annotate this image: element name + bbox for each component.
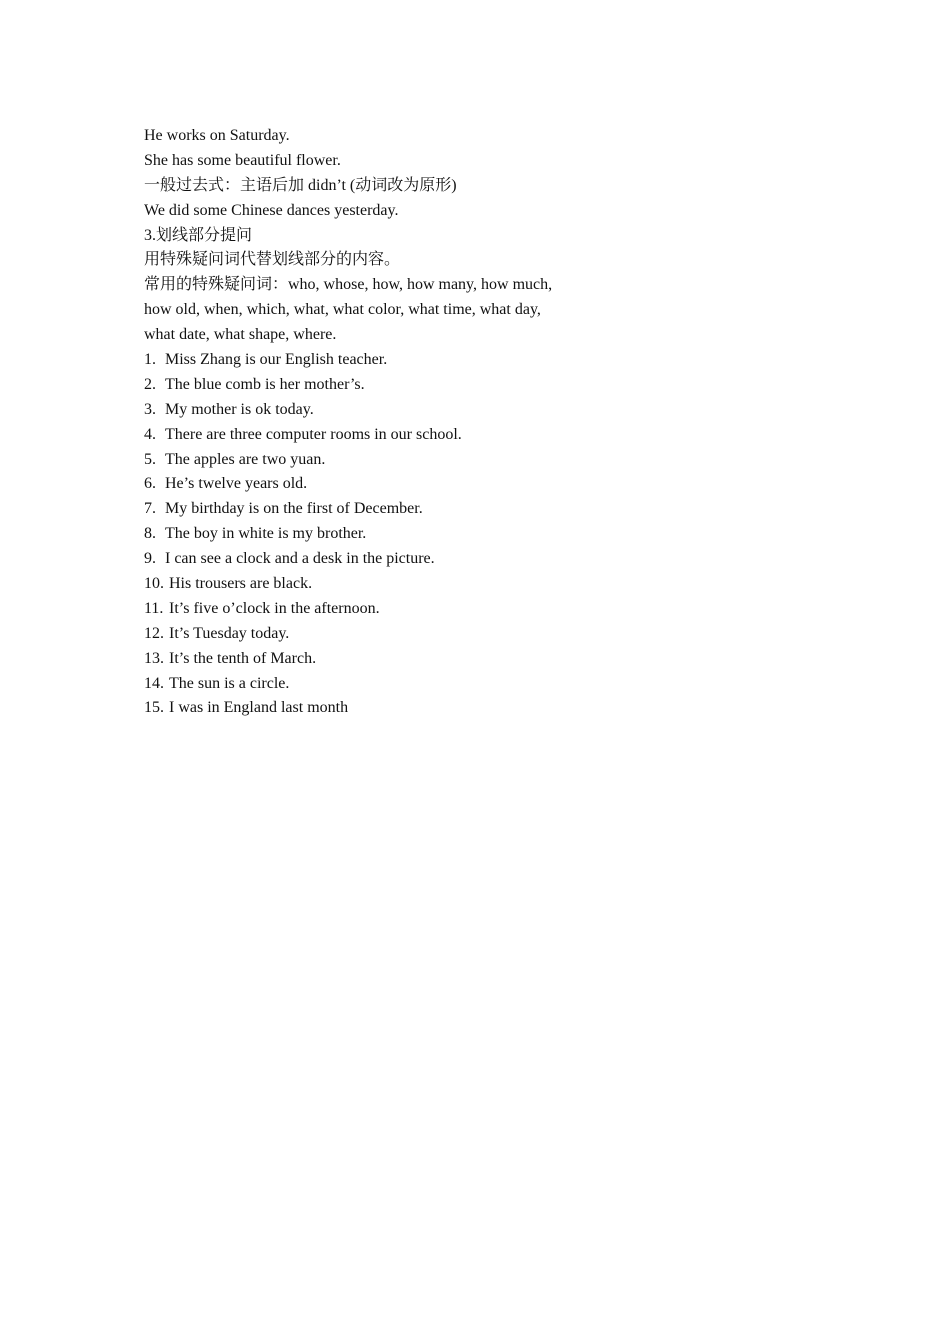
exercise-item	[144, 547, 764, 572]
exercise-item	[144, 497, 764, 522]
exercise-item	[144, 373, 764, 398]
exercise-number: 14.	[144, 674, 164, 692]
exercise-item	[144, 647, 764, 672]
exercise-text: The boy in white is my brother.	[165, 525, 367, 543]
instruction-line: 用特殊疑问词代替划线部分的内容。	[144, 251, 401, 269]
exercise-text: The sun is a circle.	[169, 674, 290, 692]
exercise-text: He’s twelve years old.	[165, 475, 308, 493]
exercise-item	[144, 448, 764, 473]
exercise-number: 10.	[144, 575, 164, 593]
text-line: We did some Chinese dances yesterday.	[144, 201, 399, 219]
exercise-item	[144, 696, 764, 721]
exercise-text: It’s the tenth of March.	[169, 649, 317, 667]
exercise-item	[144, 572, 764, 597]
exercise-text: My birthday is on the first of December.	[165, 500, 423, 518]
exercise-item	[144, 522, 764, 547]
exercise-text: His trousers are black.	[169, 575, 313, 593]
exercise-text: Miss Zhang is our English teacher.	[165, 351, 388, 369]
exercise-item	[144, 348, 764, 373]
exercise-number: 3.	[144, 400, 156, 418]
text-line: He works on Saturday.	[144, 127, 290, 144]
exercise-item	[144, 672, 764, 697]
text-line: She has some beautiful flower.	[144, 151, 341, 169]
exercise-item	[144, 622, 764, 647]
exercise-text: The blue comb is her mother’s.	[165, 375, 365, 393]
exercise-number: 1.	[144, 351, 156, 369]
exercise-number: 7.	[144, 500, 156, 518]
exercise-number: 9.	[144, 550, 156, 568]
grammar-note: 一般过去式：主语后加 didn’t (动词改为原形)	[144, 176, 457, 194]
exercise-item	[144, 423, 764, 448]
question-words-line: what date, what shape, where.	[144, 326, 337, 344]
exercise-number: 11.	[144, 599, 164, 617]
exercise-text: It’s Tuesday today.	[169, 624, 290, 642]
exercise-number: 4.	[144, 425, 156, 443]
question-words-line: how old, when, which, what, what color, what time, what day,	[144, 301, 541, 319]
exercise-item	[144, 597, 764, 622]
exercise-text: It’s five o’clock in the afternoon.	[169, 599, 380, 617]
exercise-number: 12.	[144, 624, 164, 642]
document-body	[144, 124, 764, 721]
exercise-number: 2.	[144, 375, 156, 393]
exercise-text: I was in England last month	[169, 699, 349, 717]
exercise-text: There are three computer rooms in our school.	[165, 425, 462, 443]
question-words-line: 常用的特殊疑问词：who, whose, how, how many, how much,	[144, 276, 553, 294]
section-heading: 3.划线部分提问	[144, 226, 253, 244]
exercise-number: 5.	[144, 450, 156, 468]
exercise-number: 13.	[144, 649, 164, 667]
exercise-number: 6.	[144, 475, 156, 493]
exercise-text: I can see a clock and a desk in the picture.	[165, 550, 435, 568]
exercise-item	[144, 472, 764, 497]
exercise-text: My mother is ok today.	[165, 400, 314, 418]
exercise-number: 8.	[144, 525, 156, 543]
exercise-item	[144, 398, 764, 423]
exercise-text: The apples are two yuan.	[165, 450, 326, 468]
exercise-number: 15.	[144, 699, 164, 717]
